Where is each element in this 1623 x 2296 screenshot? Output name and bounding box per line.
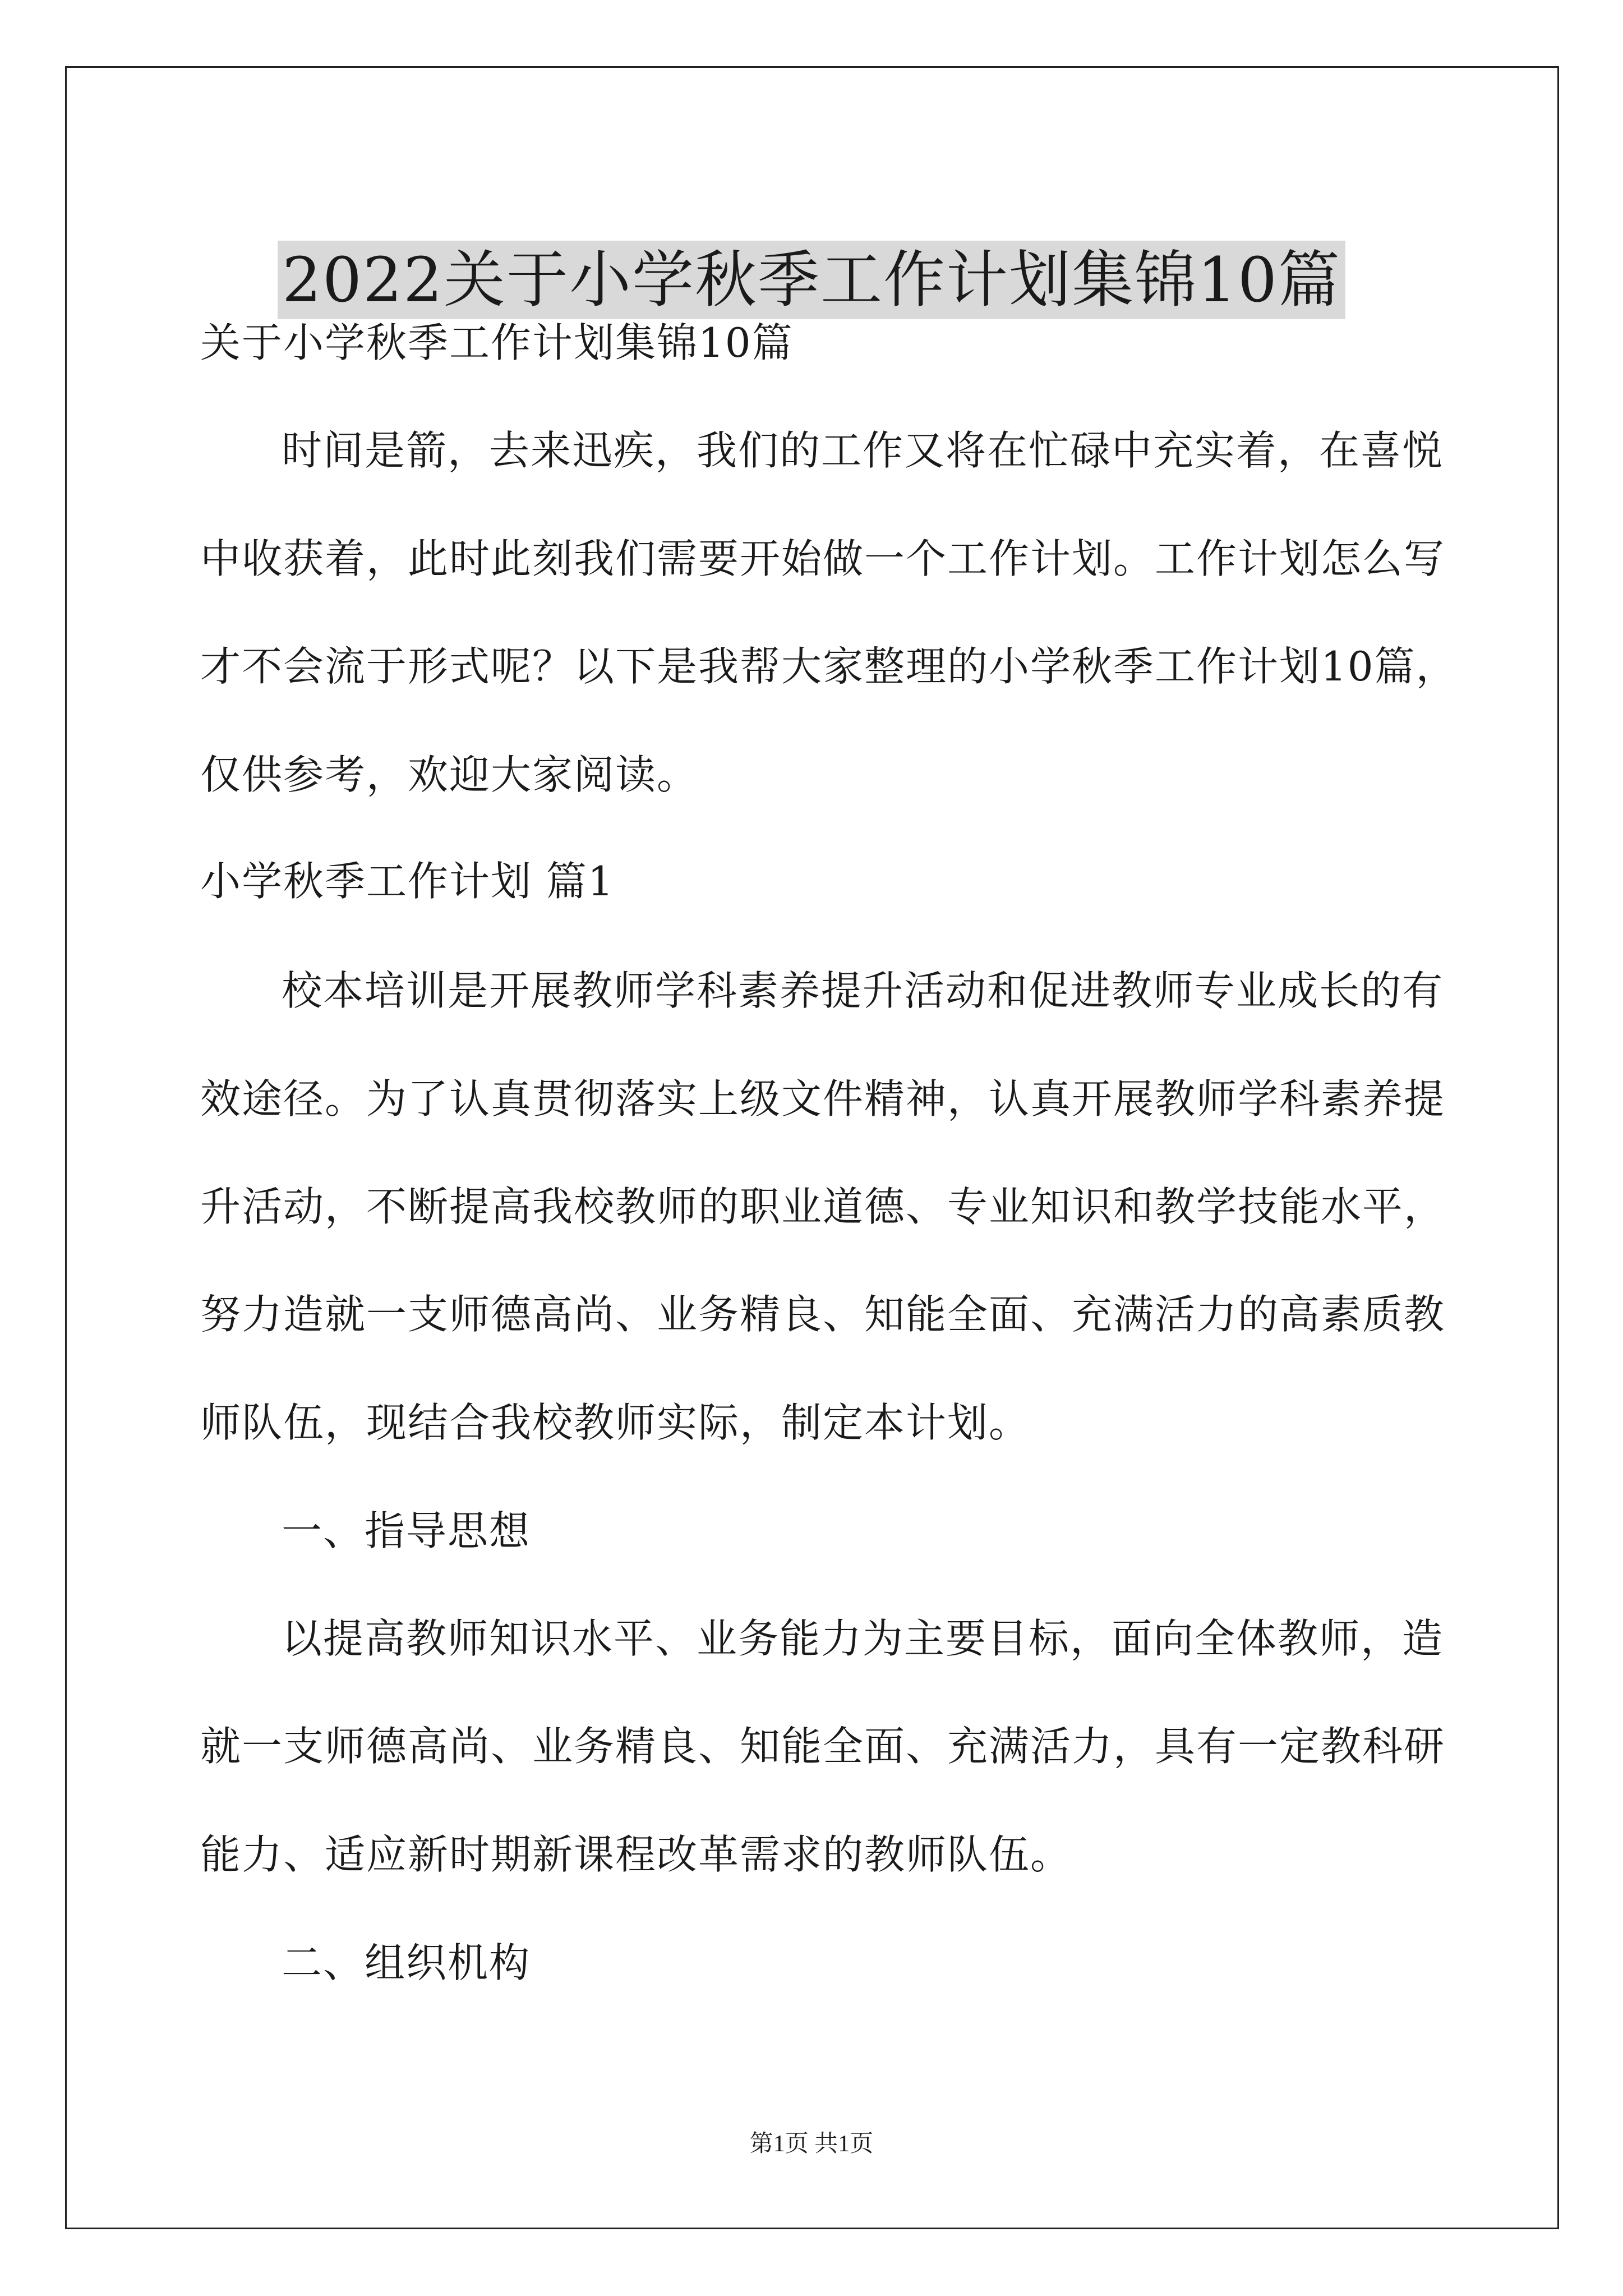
paragraph-line: 时间是箭，去来迅疾，我们的工作又将在忙碌中充实着，在喜悦 [282, 427, 1444, 474]
page-border [65, 66, 1559, 2229]
document-title: 2022关于小学秋季工作计划集锦10篇 [278, 241, 1345, 319]
paragraph-line: 以提高教师知识水平、业务能力为主要目标，面向全体教师，造 [282, 1615, 1444, 1662]
section-heading: 小学秋季工作计划 篇1 [200, 858, 615, 905]
paragraph-line: 师队伍，现结合我校教师实际，制定本计划。 [200, 1399, 1031, 1446]
page-footer: 第1页 共1页 [749, 2131, 874, 2157]
subtitle-line: 关于小学秋季工作计划集锦10篇 [200, 319, 794, 366]
paragraph-line: 效途径。为了认真贯彻落实上级文件精神，认真开展教师学科素养提 [200, 1075, 1446, 1122]
paragraph-line: 仅供参考，欢迎大家阅读。 [200, 751, 699, 798]
subsection-heading: 二、组织机构 [282, 1939, 531, 1986]
paragraph-line: 才不会流于形式呢？以下是我帮大家整理的小学秋季工作计划10篇， [200, 643, 1458, 690]
paragraph-line: 升活动，不断提高我校教师的职业道德、专业知识和教学技能水平， [200, 1183, 1446, 1230]
paragraph-line: 努力造就一支师德高尚、业务精良、知能全面、充满活力的高素质教 [200, 1291, 1446, 1338]
paragraph-line: 中收获着，此时此刻我们需要开始做一个工作计划。工作计划怎么写 [200, 535, 1446, 582]
paragraph-line: 就一支师德高尚、业务精良、知能全面、充满活力，具有一定教科研 [200, 1723, 1446, 1770]
paragraph-line: 校本培训是开展教师学科素养提升活动和促进教师专业成长的有 [282, 967, 1444, 1014]
subsection-heading: 一、指导思想 [282, 1507, 531, 1554]
paragraph-line: 能力、适应新时期新课程改革需求的教师队伍。 [200, 1831, 1072, 1878]
